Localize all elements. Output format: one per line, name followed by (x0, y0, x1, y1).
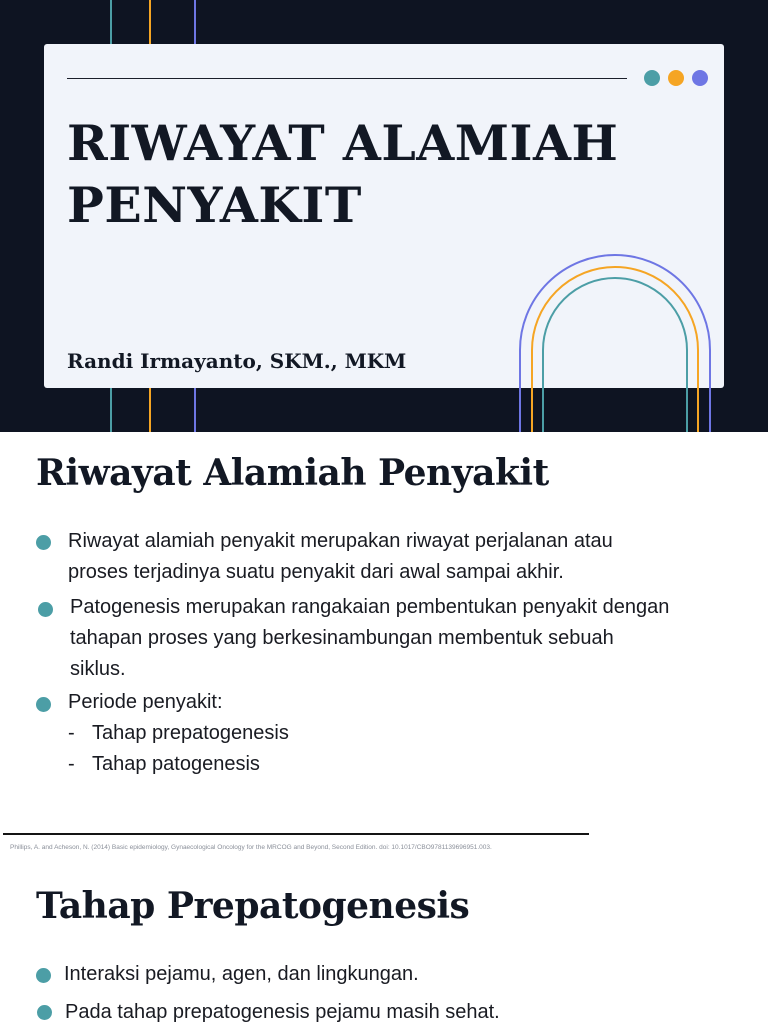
bullet-line: Interaksi pejamu, agen, dan lingkungan. (64, 963, 419, 985)
bullet-dot-icon (36, 968, 51, 983)
decor-line-purple-top (194, 0, 196, 44)
presentation-title (67, 112, 687, 236)
bullet-item (70, 592, 720, 685)
orange-dot-icon (668, 70, 684, 86)
decor-line-teal-bottom (110, 388, 112, 432)
arches-decoration-icon (505, 245, 725, 432)
bullet-line: Pada tahap prepatogenesis pejamu masih sehat. (65, 1001, 500, 1023)
reference-citation: Phillips, A. and Acheson, N. (2014) Basic epidemiology, Gynaecological Oncology for the MRCOG and Beyond, Second Edition. doi: 10.1017/CBO9781139696951.003. (10, 844, 492, 851)
sub-item: Tahap patogenesis (92, 753, 260, 775)
bullet-dot-icon (36, 535, 51, 550)
decor-line-teal-top (110, 0, 112, 44)
sub-item: Tahap prepatogenesis (92, 722, 289, 744)
bullet-dot-icon (37, 1005, 52, 1020)
bullet-item (68, 687, 718, 718)
bullet-dot-icon (38, 602, 53, 617)
card-divider (67, 78, 627, 79)
decor-line-orange-bottom (149, 388, 151, 432)
bullet-item (64, 959, 714, 990)
title-line-1: RIWAYAT ALAMIAH (67, 114, 619, 172)
bullet-line: Patogenesis merupakan rangakaian pembentukan penyakit dengan (70, 596, 670, 618)
purple-dot-icon (692, 70, 708, 86)
slide-heading: Tahap Prepatogenesis (36, 885, 470, 927)
bullet-line: Riwayat alamiah penyakit merupakan riwayat perjalanan atau (68, 530, 613, 552)
title-line-2: PENYAKIT (67, 176, 362, 234)
teal-dot-icon (644, 70, 660, 86)
bullet-line: tahapan proses yang berkesinambungan membentuk sebuah (70, 627, 614, 649)
decor-line-orange-top (149, 0, 151, 44)
decor-line-purple-bottom (194, 388, 196, 432)
sub-item-dash: - (68, 722, 75, 744)
slide-heading: Riwayat Alamiah Penyakit (36, 452, 549, 494)
author-name: Randi Irmayanto, SKM., MKM (67, 349, 407, 373)
bullet-item (68, 526, 718, 588)
bullet-line: siklus. (70, 658, 126, 680)
bullet-dot-icon (36, 697, 51, 712)
sub-item-dash: - (68, 753, 75, 775)
title-slide (0, 0, 768, 432)
reference-divider (3, 833, 589, 835)
bullet-line: Periode penyakit: (68, 691, 223, 713)
bullet-line: proses terjadinya suatu penyakit dari awal sampai akhir. (68, 561, 564, 583)
bullet-item (65, 997, 715, 1028)
